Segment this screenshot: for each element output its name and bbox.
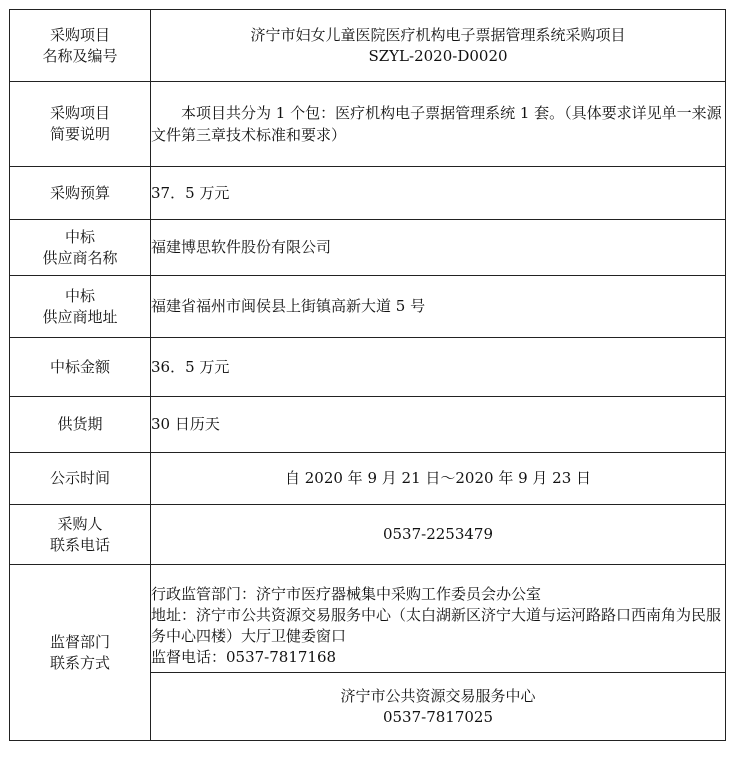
supplier-address-label-cell [10,276,151,338]
budget-label: 采购预算 [10,167,151,220]
supervision-label-line1: 监督部门 [49,632,110,651]
procurement-result-table [9,9,726,741]
purchaser-phone-value: 0537-2253479 [151,505,726,565]
row-publicity [10,453,726,505]
row-project [10,10,726,82]
row-supervision-dept [10,565,726,673]
supplier-name-label-cell [10,220,151,276]
publicity-value: 自 2020 年 9 月 21 日～2020 年 9 月 23 日 [151,453,726,505]
project-label-cell [10,10,151,82]
supervision-address-line: 地址：济宁市公共资源交易服务中心（太白湖新区济宁大道与运河路路口西南角为民服务中心四楼）大厅卫健委窗口 [151,605,722,645]
description-text: 本项目共分为 1 个包：医疗机构电子票据管理系统 1 套。（具体要求详见单一来源文件第三章技术标准和要求） [151,82,726,167]
description-label-cell [10,82,151,167]
row-award-amount [10,338,726,397]
description-label-line2: 简要说明 [49,125,110,143]
delivery-value: 30 日历天 [151,397,726,453]
supplier-name-value: 福建博思软件股份有限公司 [151,220,726,276]
project-code: SZYL-2020-D0020 [368,46,508,65]
supplier-name-label-line2: 供应商名称 [42,248,118,267]
project-label-line1: 采购项目 [49,25,110,44]
award-amount-value: 36．5 万元 [151,338,726,397]
purchaser-phone-label-line2: 联系电话 [49,535,110,554]
publicity-label: 公示时间 [10,453,151,505]
award-amount-label: 中标金额 [10,338,151,397]
supplier-address-value: 福建省福州市闽侯县上街镇高新大道 5 号 [151,276,726,338]
delivery-label: 供货期 [10,397,151,453]
project-label-line2: 名称及编号 [42,46,118,65]
budget-value: 37．5 万元 [151,167,726,220]
row-budget [10,167,726,220]
row-description [10,82,726,167]
supplier-name-label-line1: 中标 [64,227,95,246]
supervision-info-cell [151,565,726,673]
purchaser-phone-label-line1: 采购人 [57,514,103,533]
supervision-label-line2: 联系方式 [49,653,110,672]
supervision-phone-line: 监督电话：0537-7817168 [151,647,337,666]
supervision-center-name: 济宁市公共资源交易服务中心 [340,686,536,705]
project-value-cell [151,10,726,82]
supervision-dept-line: 行政监管部门：济宁市医疗器械集中采购工作委员会办公室 [151,584,542,603]
row-delivery [10,397,726,453]
row-supplier-name [10,220,726,276]
supplier-address-label-line2: 供应商地址 [42,307,118,326]
row-supplier-address [10,276,726,338]
supplier-address-label-line1: 中标 [64,286,95,305]
row-purchaser-phone [10,505,726,565]
purchaser-phone-label-cell [10,505,151,565]
description-label-line1: 采购项目 [49,104,110,122]
supervision-center-phone: 0537-7817025 [382,707,494,726]
project-name: 济宁市妇女儿童医院医疗机构电子票据管理系统采购项目 [250,25,626,44]
supervision-label-cell [10,565,151,741]
supervision-center-cell [151,673,726,741]
